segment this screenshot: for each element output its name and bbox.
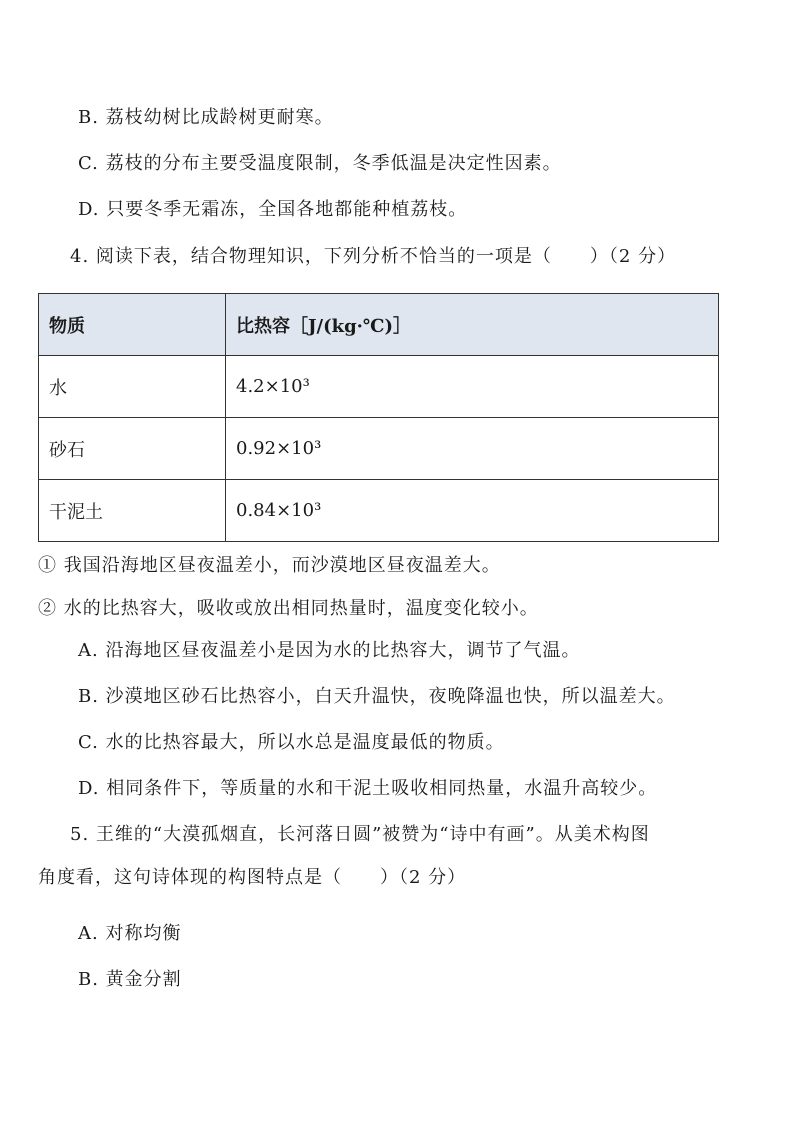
q4-note-2: ② 水的比热容大，吸收或放出相同热量时，温度变化较小。 — [38, 598, 539, 619]
table-row — [39, 480, 719, 542]
table-cell: 0.84×10³ — [226, 480, 719, 542]
table-header-row — [39, 294, 719, 356]
table-cell: 4.2×10³ — [226, 356, 719, 418]
q4-option-c: C. 水的比热容最大，所以水总是温度最低的物质。 — [78, 732, 505, 753]
question-5-stem-line1: 5. 王维的“大漠孤烟直，长河落日圆”被赞为“诗中有画”。从美术构图 — [70, 824, 650, 845]
specific-heat-table — [38, 293, 719, 542]
table-header-specific-heat: 比热容［J/(kg·℃)］ — [226, 294, 719, 356]
table-cell: 干泥土 — [39, 480, 226, 542]
q4-option-b: B. 沙漠地区砂石比热容小，白天升温快，夜晚降温也快，所以温差大。 — [78, 686, 676, 707]
table-row — [39, 418, 719, 480]
q5-option-a: A. 对称均衡 — [78, 923, 182, 944]
table-cell: 砂石 — [39, 418, 226, 480]
question-4-stem: 4. 阅读下表，结合物理知识，下列分析不恰当的一项是（ ）（2 分） — [70, 246, 677, 267]
q4-option-a: A. 沿海地区昼夜温差小是因为水的比热容大，调节了气温。 — [78, 640, 581, 661]
table-cell: 水 — [39, 356, 226, 418]
table-row — [39, 356, 719, 418]
q4-option-d: D. 相同条件下，等质量的水和干泥土吸收相同热量，水温升高较少。 — [78, 778, 658, 799]
question-5-stem-line2: 角度看，这句诗体现的构图特点是（ ）（2 分） — [38, 867, 467, 888]
q3-option-d: D. 只要冬季无霜冻，全国各地都能种植荔枝。 — [78, 199, 468, 220]
q3-option-b: B. 荔枝幼树比成龄树更耐寒。 — [78, 107, 334, 128]
q4-note-1: ① 我国沿海地区昼夜温差小，而沙漠地区昼夜温差大。 — [38, 555, 501, 576]
table-header-substance: 物质 — [39, 294, 226, 356]
table-cell: 0.92×10³ — [226, 418, 719, 480]
q5-option-b: B. 黄金分割 — [78, 969, 182, 990]
q3-option-c: C. 荔枝的分布主要受温度限制，冬季低温是决定性因素。 — [78, 153, 562, 174]
